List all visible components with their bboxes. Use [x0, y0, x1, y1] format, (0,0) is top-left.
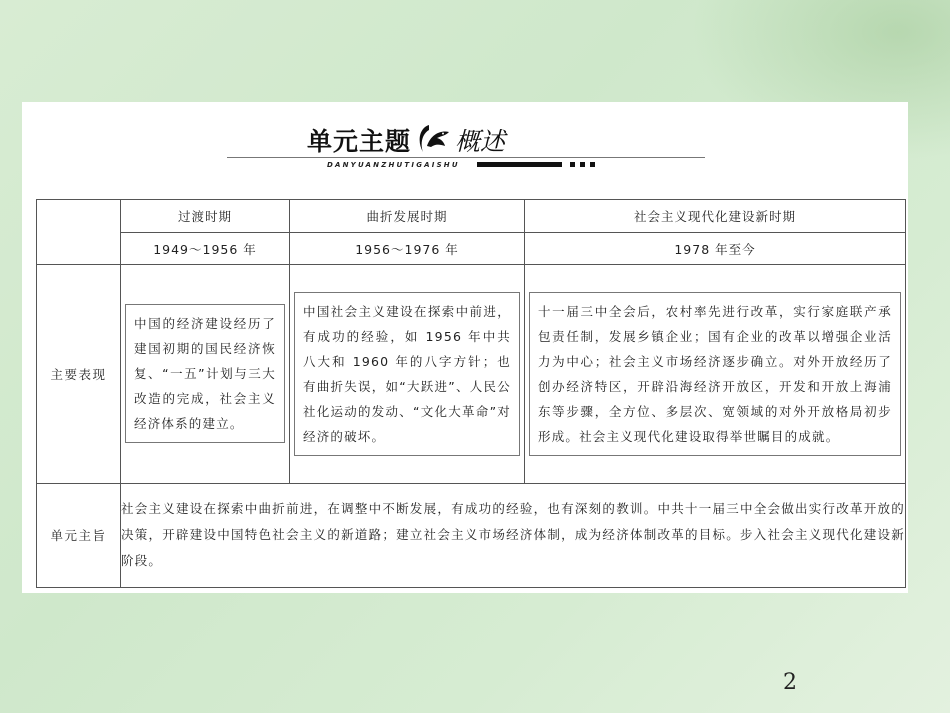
main-cell	[525, 265, 906, 484]
table-row	[37, 483, 906, 587]
period-years: 1978 年至今	[525, 233, 906, 265]
title-square	[570, 162, 575, 167]
period-name: 社会主义现代化建设新时期	[525, 200, 906, 233]
period-name: 过渡时期	[121, 200, 290, 233]
unit-header	[22, 102, 908, 197]
page-number: 2	[783, 670, 797, 695]
title-bar	[477, 162, 562, 167]
period-name: 曲折发展时期	[290, 200, 525, 233]
title-square	[590, 162, 595, 167]
table-row	[37, 200, 906, 233]
title-square	[580, 162, 585, 167]
table-row	[37, 265, 906, 484]
main-cell	[290, 265, 525, 484]
main-text: 十一届三中全会后，农村率先进行改革，实行家庭联产承包责任制，发展乡镇企业；国有企业的改革以增强企业活力为中心；社会主义市场经济逐步确立。对外开放经历了创办经济特区，开辟沿海经济开放区，开发和开放上海浦东等步骤，全方位、多层次、宽领域的对外开放格局初步形成。社会主义现代化建设取得举世瞩目的成就。	[529, 292, 901, 456]
purpose-text: 社会主义建设在探索中曲折前进，在调整中不断发展，有成功的经验，也有深刻的教训。中共十一届三中全会做出实行改革开放的决策，开辟建设中国特色社会主义的新道路；建立社会主义市场经济体制，成为经济体制改革的目标。步入社会主义现代化建设新阶段。	[121, 483, 906, 587]
main-text: 中国社会主义建设在探索中前进，有成功的经验，如 1956 年中共八大和 1960 年的八字方针；也有曲折失误，如“大跃进”、人民公社化运动的发动、“文化大革命”对经济的破坏。	[294, 292, 520, 456]
content-panel	[22, 102, 908, 593]
table-row	[37, 233, 906, 265]
title-rule	[227, 157, 705, 158]
unit-title	[307, 120, 505, 160]
bird-icon	[415, 122, 451, 158]
title-main: 单元主题	[307, 127, 412, 156]
period-years: 1949～1956 年	[121, 233, 290, 265]
row-label-main: 主要表现	[37, 265, 121, 484]
row-label-purpose: 单元主旨	[37, 483, 121, 587]
period-years: 1956～1976 年	[290, 233, 525, 265]
title-pinyin: DANYUANZHUTIGAISHU	[327, 161, 460, 169]
title-sub: 概述	[455, 127, 506, 156]
main-cell	[121, 265, 290, 484]
corner-cell	[37, 200, 121, 265]
overview-table	[36, 199, 906, 588]
main-text: 中国的经济建设经历了建国初期的国民经济恢复、“一五”计划与三大改造的完成，社会主义经济体系的建立。	[125, 304, 285, 443]
